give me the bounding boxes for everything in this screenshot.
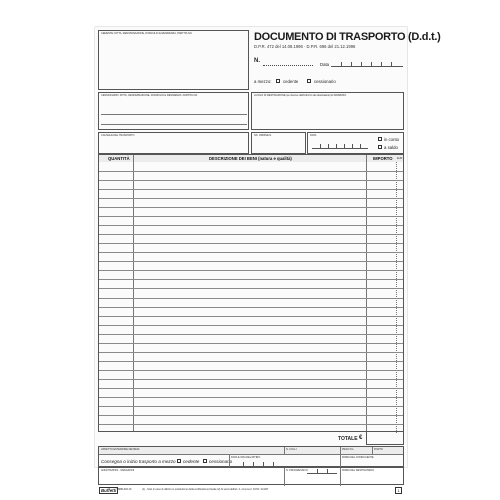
table-row-line (99, 171, 403, 172)
total-field[interactable] (366, 431, 404, 445)
option-in-conto: in conto (384, 137, 400, 142)
table-row-line (99, 379, 403, 380)
table-row-line (99, 180, 403, 181)
option-a-saldo: a saldo (384, 145, 398, 150)
table-row-line (99, 406, 403, 407)
recipient-label: CESSIONARIO: DITTA, DENOMINAZIONE, DOMICILIO E RESIDENZA, PARTITA IVA (101, 94, 198, 97)
option-cessionario: cessionario (314, 79, 336, 84)
document-title: DOCUMENTO DI TRASPORTO (D.d.t.) (254, 31, 441, 43)
table-row-line (99, 370, 403, 371)
page-number: 1 (395, 487, 402, 494)
firma-conducente-label: FIRMA DEL CONDUCENTE (342, 456, 374, 459)
order-date-field[interactable] (312, 144, 368, 149)
consegna-option-cedente: cedente (183, 459, 200, 464)
table-row-line (99, 207, 403, 208)
date-field[interactable] (331, 62, 403, 67)
vettori-label: ANNOTAZIONI - VARIAZIONI (101, 469, 135, 472)
order-date-label: DATA (310, 134, 317, 137)
table-row-line (99, 316, 403, 317)
order-box[interactable] (251, 132, 306, 154)
order-date-box[interactable] (307, 132, 404, 154)
header-descrizione: DESCRIZIONE DEI BENI (natura e qualità) (209, 156, 292, 161)
table-row-line (99, 189, 403, 190)
firma-destinatario-label: FIRMA DEL DESTINATARIO (342, 469, 374, 472)
checkbox-cessionario[interactable] (307, 79, 311, 83)
currency-hint: EUR (397, 157, 403, 160)
data-ora-label: DATA E ORA DEL RITIRO (231, 456, 261, 459)
table-row-line (99, 243, 403, 244)
table-row-line (99, 225, 403, 226)
porto-label: PORTO (374, 448, 383, 451)
peso-label: PESO KG. (342, 448, 354, 451)
number-field[interactable] (263, 62, 313, 66)
table-row-line (99, 252, 403, 253)
checkbox-consegna-cessionario[interactable] (203, 459, 207, 463)
checkbox-a-saldo[interactable] (378, 145, 382, 149)
table-row-line (99, 288, 403, 289)
form-lower-part (98, 467, 404, 495)
table-row-line (99, 270, 403, 271)
table-row-line (99, 397, 403, 398)
consegna-label: Consegna o inizio trasporto a mezzo (101, 459, 176, 464)
transport-document-form (95, 27, 441, 467)
table-row-line (99, 361, 403, 362)
table-row-line (99, 216, 403, 217)
header-quantita: QUANTITÀ (108, 156, 130, 161)
table-row-line (99, 261, 403, 262)
date-label: Data (320, 62, 330, 67)
causale-label: CAUSALE DEL TRASPORTO (101, 134, 135, 137)
transport-label: a mezzo: (254, 79, 272, 84)
order-label: NS. ORDINE N. (254, 134, 272, 137)
checkbox-consegna-cedente[interactable] (177, 459, 181, 463)
consegna-option-cessionario: cessionario (209, 459, 233, 464)
checkbox-in-conto[interactable] (378, 137, 382, 141)
recipient-box[interactable] (98, 92, 249, 130)
table-row-line (99, 343, 403, 344)
checkbox-cedente[interactable] (276, 79, 280, 83)
header-importo: IMPORTO (373, 156, 393, 161)
table-row-line (99, 198, 403, 199)
table-row-line (99, 325, 403, 326)
product-code: 8861Z02.16 (118, 488, 132, 491)
total-label: TOTALE (338, 436, 358, 442)
aspetto-label: ASPETTO ESTERIORE DEI BENI (101, 448, 140, 451)
destination-label: LUOGO DI DESTINAZIONE (se diverso dall'indirizzo del destinatario) E INDIRIZZO (254, 94, 347, 97)
table-row-line (99, 415, 403, 416)
table-row-line (99, 307, 403, 308)
total-currency: € (359, 435, 363, 441)
option-cedente: cedente (283, 79, 299, 84)
progressivo-label: N. PROGRESSIVO (286, 469, 308, 472)
goods-rows[interactable] (99, 162, 403, 433)
table-row-line (99, 234, 403, 235)
brand-logo: Buffetti (101, 488, 117, 493)
table-row-line (99, 298, 403, 299)
table-row-line (99, 352, 403, 353)
footer-box (98, 446, 404, 467)
vettori-box[interactable] (98, 467, 404, 485)
number-label: N. (254, 58, 260, 64)
document-subtitle: D.P.R. 472 del 14.08.1996 · D.P.R. 696 del 21.12.1996 (254, 44, 356, 49)
sender-box[interactable] (98, 30, 249, 90)
table-row-line (99, 388, 403, 389)
colli-label: N. COLLI (286, 448, 297, 451)
legal-note: (1) - Solo in caso di utilizzo in sostituzione della certificazione fiscale (2) Ai sensi dell'art. 2, comma 2, D.P.R. 441/97 (142, 488, 269, 491)
sender-label: CEDENTE: DITTA, DENOMINAZIONE, DOMICILIO E RESIDENZA, PARTITA IVA (101, 32, 192, 35)
table-row-line (99, 424, 403, 425)
goods-table (98, 154, 404, 432)
table-row-line (99, 334, 403, 335)
destination-box[interactable] (251, 92, 404, 130)
causale-box[interactable] (98, 132, 249, 154)
progressivo-field[interactable] (307, 469, 337, 474)
table-row-line (99, 279, 403, 280)
